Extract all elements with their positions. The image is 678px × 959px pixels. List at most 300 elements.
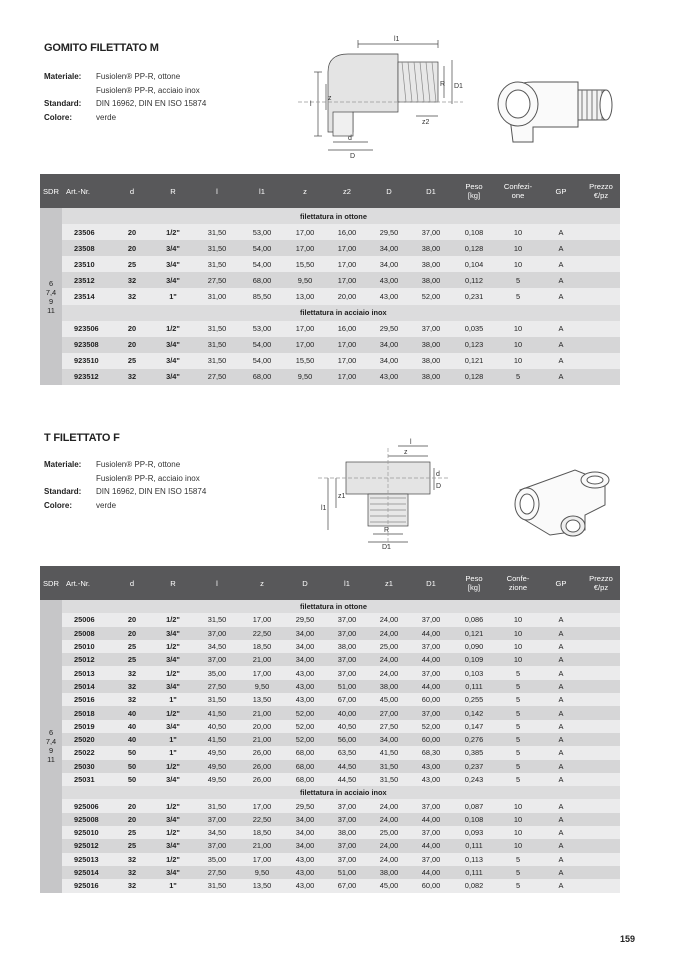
table-cell: 37,00 (326, 613, 368, 626)
table-row (40, 288, 620, 304)
table-cell: 34,00 (368, 337, 410, 353)
table-cell: 32 (112, 288, 152, 304)
column-header: R (152, 566, 194, 600)
table-cell: 9,50 (240, 680, 284, 693)
column-header: Confezi- one (496, 174, 540, 208)
dim-R-label: R (440, 81, 446, 88)
table-row (40, 256, 620, 272)
table-cell: 17,00 (240, 853, 284, 866)
table-cell: 31,50 (194, 799, 240, 812)
table-cell: 5 (496, 746, 540, 759)
table-cell: 31,50 (194, 240, 240, 256)
article-number-cell: 923508 (62, 337, 112, 353)
table-cell (582, 773, 620, 786)
column-header: l1 (240, 174, 284, 208)
table-cell: 5 (496, 272, 540, 288)
table-row (40, 321, 620, 337)
table-cell: 20,00 (240, 720, 284, 733)
table-cell: 41,50 (368, 746, 410, 759)
table-cell: 3/4" (152, 720, 194, 733)
table-cell: 0,128 (452, 240, 496, 256)
table-cell: 10 (496, 627, 540, 640)
table-cell: 3/4" (152, 240, 194, 256)
table-cell: 45,00 (368, 879, 410, 892)
column-header: Prezzo €/pz (582, 174, 620, 208)
table-cell: 29,50 (368, 224, 410, 240)
table-cell: 27,50 (368, 720, 410, 733)
property-line (44, 458, 206, 472)
table-cell (582, 693, 620, 706)
column-header: D1 (410, 566, 452, 600)
table-cell: 43,00 (368, 369, 410, 385)
table-cell: 31,00 (194, 288, 240, 304)
property-line (44, 70, 206, 84)
table-cell: A (540, 224, 582, 240)
article-number-cell: 25022 (62, 746, 112, 759)
column-header: d (112, 566, 152, 600)
table-cell: 38,00 (326, 826, 368, 839)
article-number-cell: 23512 (62, 272, 112, 288)
table-cell: 54,00 (240, 337, 284, 353)
column-header: z (284, 174, 326, 208)
table-cell: A (540, 773, 582, 786)
article-number-cell: 925010 (62, 826, 112, 839)
table-cell: 10 (496, 826, 540, 839)
table-cell: 34,00 (368, 240, 410, 256)
property-value: DIN 16962, DIN EN ISO 15874 (96, 487, 207, 496)
table-cell: 37,00 (326, 853, 368, 866)
table-cell: 17,00 (326, 337, 368, 353)
table-cell: 1/2" (152, 760, 194, 773)
table-cell: 0,086 (452, 613, 496, 626)
table-cell: 60,00 (410, 733, 452, 746)
table-cell: 44,50 (326, 760, 368, 773)
table-cell: 31,50 (194, 337, 240, 353)
table-cell: 44,50 (326, 773, 368, 786)
property-label: Colore: (44, 500, 72, 510)
table-cell: 0,090 (452, 640, 496, 653)
table-cell: 0,111 (452, 680, 496, 693)
group-label: filettatura in ottone (300, 211, 367, 221)
column-header: l (194, 174, 240, 208)
table-row (40, 799, 620, 812)
table-cell: 52,00 (284, 706, 326, 719)
property-value: Fusiolen® PP-R, acciaio inox (96, 473, 200, 483)
table-cell: 37,00 (410, 640, 452, 653)
group-label-cell (62, 786, 620, 799)
property-value: Fusiolen® PP-R, acciaio inox (96, 85, 200, 95)
table-cell: 10 (496, 337, 540, 353)
table-cell: A (540, 240, 582, 256)
property-label: Materiale: (44, 460, 82, 469)
property-line (44, 472, 206, 486)
sdr-value: 6 (48, 278, 54, 288)
dim-D-label: D (350, 153, 356, 160)
article-number-cell: 23506 (62, 224, 112, 240)
table-cell: 31,50 (194, 321, 240, 337)
table-cell: A (540, 666, 582, 679)
table-cell: 32 (112, 680, 152, 693)
table-cell: 34,00 (284, 640, 326, 653)
column-header: l1 (326, 566, 368, 600)
table-cell: 20 (112, 613, 152, 626)
article-number-cell: 25020 (62, 733, 112, 746)
table-cell (582, 839, 620, 852)
table-row (40, 640, 620, 653)
table-cell: 25 (112, 826, 152, 839)
table-cell (582, 353, 620, 369)
sdr-cell (40, 208, 62, 385)
table-cell: 15,50 (284, 353, 326, 369)
table-cell: 3/4" (152, 627, 194, 640)
table-cell: A (540, 337, 582, 353)
dim-d-label: d (348, 135, 352, 142)
table-cell: 20,00 (326, 288, 368, 304)
article-number-cell: 23510 (62, 256, 112, 272)
table-cell: 31,50 (194, 224, 240, 240)
table-cell: 13,50 (240, 693, 284, 706)
table-cell: 32 (112, 866, 152, 879)
table-cell: 0,035 (452, 321, 496, 337)
table-cell: 24,00 (368, 813, 410, 826)
table-cell: 24,00 (368, 853, 410, 866)
table-cell: 41,50 (194, 733, 240, 746)
column-header: D1 (410, 174, 452, 208)
column-header: z1 (368, 566, 410, 600)
table-cell: 24,00 (368, 666, 410, 679)
dim-D-label: D (436, 483, 442, 490)
table-cell: 3/4" (152, 256, 194, 272)
table-cell: 1" (152, 693, 194, 706)
article-number-cell: 923510 (62, 353, 112, 369)
article-number-cell: 23514 (62, 288, 112, 304)
table-cell: 34,00 (284, 653, 326, 666)
table-cell: 5 (496, 866, 540, 879)
table-cell: 37,00 (194, 627, 240, 640)
table-row (40, 826, 620, 839)
table-row (40, 613, 620, 626)
table-row (40, 693, 620, 706)
table-cell: A (540, 369, 582, 385)
table-cell: 5 (496, 853, 540, 866)
column-header: l (194, 566, 240, 600)
table-cell: 49,50 (194, 773, 240, 786)
article-number-cell: 25031 (62, 773, 112, 786)
table-cell (582, 613, 620, 626)
table-row (40, 369, 620, 385)
column-header: Art.-Nr. (62, 174, 112, 208)
table-cell: 10 (496, 224, 540, 240)
table-cell: 17,00 (284, 224, 326, 240)
table-cell: 20 (112, 799, 152, 812)
table-cell: 0,082 (452, 879, 496, 892)
table-row (40, 853, 620, 866)
table-cell: A (540, 653, 582, 666)
table-row (40, 627, 620, 640)
table-cell: 20 (112, 813, 152, 826)
table-cell: 9,50 (284, 369, 326, 385)
table-row (40, 706, 620, 719)
table-cell: 34,50 (194, 640, 240, 653)
table-cell: 27,50 (194, 680, 240, 693)
table-cell: 45,00 (368, 693, 410, 706)
table-cell: 24,00 (368, 627, 410, 640)
table-cell (582, 627, 620, 640)
table-cell: 41,50 (194, 706, 240, 719)
table-cell: 40,00 (326, 706, 368, 719)
table-cell: 37,00 (410, 613, 452, 626)
table-cell: 21,00 (240, 653, 284, 666)
table-cell: 31,50 (194, 879, 240, 892)
dim-d-label: d (436, 471, 440, 478)
table-cell: 17,00 (284, 337, 326, 353)
table-cell: 20 (112, 337, 152, 353)
table-cell: 38,00 (410, 337, 452, 353)
article-number-cell: 925008 (62, 813, 112, 826)
table-cell: 25 (112, 640, 152, 653)
table-cell: 3/4" (152, 337, 194, 353)
dim-l1-label: l1 (321, 505, 327, 512)
property-label: Standard: (44, 487, 82, 496)
sdr-value: 9 (48, 746, 54, 756)
table-cell: 43,00 (284, 680, 326, 693)
column-header: Prezzo €/pz (582, 566, 620, 600)
table-cell: 38,00 (410, 272, 452, 288)
table-cell: 17,00 (326, 353, 368, 369)
table-cell: 0,104 (452, 256, 496, 272)
table-cell (582, 653, 620, 666)
table-cell: A (540, 879, 582, 892)
table-cell: 0,121 (452, 627, 496, 640)
section1-spec-table (40, 174, 620, 385)
article-number-cell: 25008 (62, 627, 112, 640)
column-header: Confe- zione (496, 566, 540, 600)
table-row (40, 666, 620, 679)
table-cell: 37,00 (326, 627, 368, 640)
table-cell: 18,50 (240, 640, 284, 653)
article-number-cell: 25013 (62, 666, 112, 679)
table-cell: A (540, 746, 582, 759)
table-cell: 13,00 (284, 288, 326, 304)
section2-properties (44, 458, 206, 512)
column-header: Peso [kg] (452, 174, 496, 208)
table-cell: 51,00 (326, 866, 368, 879)
table-cell: 50 (112, 773, 152, 786)
table-cell: 0,255 (452, 693, 496, 706)
table-cell: 17,00 (326, 272, 368, 288)
table-cell: 38,00 (410, 256, 452, 272)
table-cell: 9,50 (240, 866, 284, 879)
table-cell: A (540, 706, 582, 719)
table-cell: 10 (496, 321, 540, 337)
article-number-cell: 925012 (62, 839, 112, 852)
table-cell: 29,50 (284, 613, 326, 626)
table-cell: 1/2" (152, 613, 194, 626)
column-header: D (368, 174, 410, 208)
table-cell: 9,50 (284, 272, 326, 288)
table-cell: 10 (496, 256, 540, 272)
table-cell: A (540, 288, 582, 304)
table-cell: 5 (496, 680, 540, 693)
tee-technical-drawing (318, 438, 458, 550)
table-cell: 5 (496, 720, 540, 733)
table-cell: 26,00 (240, 760, 284, 773)
dim-l1-label: l1 (394, 36, 400, 43)
table-cell (582, 826, 620, 839)
column-header: SDR (40, 566, 62, 600)
table-cell: 17,00 (240, 666, 284, 679)
column-header: Art.-Nr. (62, 566, 112, 600)
table-cell: 32 (112, 666, 152, 679)
table-cell: 44,00 (410, 627, 452, 640)
property-label: Colore: (44, 112, 72, 122)
table-row (40, 813, 620, 826)
table-cell (582, 760, 620, 773)
column-header: D (284, 566, 326, 600)
table-cell: 37,00 (326, 799, 368, 812)
table-cell: 1/2" (152, 640, 194, 653)
table-cell: 63,50 (326, 746, 368, 759)
table-cell: 17,00 (240, 799, 284, 812)
table-cell: 37,00 (410, 706, 452, 719)
table-cell: A (540, 272, 582, 288)
table-cell: 37,00 (410, 826, 452, 839)
table-cell: 0,121 (452, 353, 496, 369)
table-row (40, 653, 620, 666)
sdr-value: 11 (47, 305, 55, 315)
table-cell: 21,00 (240, 839, 284, 852)
article-number-cell: 923512 (62, 369, 112, 385)
dim-z-label: z (404, 449, 408, 456)
table-cell (582, 240, 620, 256)
table-row (40, 733, 620, 746)
table-cell: 35,00 (194, 853, 240, 866)
table-cell: 34,00 (368, 353, 410, 369)
table-cell: 53,00 (240, 321, 284, 337)
table-cell: 22,50 (240, 627, 284, 640)
table-cell: A (540, 256, 582, 272)
table-cell: 3/4" (152, 653, 194, 666)
article-number-cell: 25030 (62, 760, 112, 773)
table-cell: 1" (152, 746, 194, 759)
table-cell: 29,50 (368, 321, 410, 337)
table-row (40, 866, 620, 879)
table-cell: 22,50 (240, 813, 284, 826)
column-header: z (240, 566, 284, 600)
table-cell: 0,123 (452, 337, 496, 353)
table-cell: 3/4" (152, 680, 194, 693)
table-row (40, 746, 620, 759)
table-cell: 44,00 (410, 813, 452, 826)
table-cell: 37,00 (410, 666, 452, 679)
sdr-cell (40, 600, 62, 893)
table-cell (582, 799, 620, 812)
table-cell: 85,50 (240, 288, 284, 304)
section1-properties (44, 70, 206, 124)
table-row (40, 353, 620, 369)
table-cell: 31,50 (194, 353, 240, 369)
group-label-cell (62, 305, 620, 321)
table-cell: 3/4" (152, 813, 194, 826)
table-cell: 44,00 (410, 653, 452, 666)
property-line (44, 499, 206, 513)
table-cell (582, 853, 620, 866)
section1-title: GOMITO FILETTATO M (44, 42, 159, 54)
table-cell: 10 (496, 839, 540, 852)
article-number-cell: 25018 (62, 706, 112, 719)
table-cell: 67,00 (326, 879, 368, 892)
table-cell: 38,00 (368, 866, 410, 879)
table-cell: 3/4" (152, 369, 194, 385)
table-cell: 43,00 (284, 879, 326, 892)
section2-title: T FILETTATO F (44, 432, 120, 444)
table-cell: 24,00 (368, 653, 410, 666)
table-cell: 0,113 (452, 853, 496, 866)
table-cell: 49,50 (194, 760, 240, 773)
table-cell: 37,00 (410, 224, 452, 240)
table-row (40, 773, 620, 786)
table-cell: 17,00 (326, 369, 368, 385)
table-cell: 44,00 (410, 839, 452, 852)
table-cell: 0,111 (452, 839, 496, 852)
table-cell: 38,00 (368, 680, 410, 693)
group-label-cell (62, 208, 620, 224)
table-cell: 37,00 (410, 799, 452, 812)
table-group-row (40, 208, 620, 224)
table-cell: 17,00 (284, 321, 326, 337)
sdr-value: 11 (47, 755, 55, 765)
group-label: filettatura in acciaio inox (300, 308, 387, 318)
table-cell: 0,109 (452, 653, 496, 666)
table-cell: 25 (112, 653, 152, 666)
table-cell: 26,00 (240, 773, 284, 786)
table-cell: 16,00 (326, 321, 368, 337)
table-cell: 21,00 (240, 733, 284, 746)
table-cell: A (540, 640, 582, 653)
table-cell: 10 (496, 653, 540, 666)
dim-R-label: R (384, 527, 390, 534)
table-cell: 60,00 (410, 879, 452, 892)
elbow-product-illustration (488, 72, 623, 152)
table-cell (582, 288, 620, 304)
table-row (40, 720, 620, 733)
table-cell: A (540, 353, 582, 369)
table-cell: 38,00 (410, 353, 452, 369)
table-cell: 38,00 (410, 369, 452, 385)
table-cell (582, 369, 620, 385)
table-cell (582, 720, 620, 733)
table-cell: 24,00 (368, 799, 410, 812)
table-cell: 21,00 (240, 706, 284, 719)
table-cell: 43,00 (284, 666, 326, 679)
table-cell: 34,00 (284, 627, 326, 640)
table-cell: 5 (496, 706, 540, 719)
table-cell: 43,00 (368, 288, 410, 304)
table-cell: 40 (112, 720, 152, 733)
table-cell: 24,00 (368, 839, 410, 852)
sdr-value: 7,4 (45, 737, 57, 747)
table-cell: A (540, 866, 582, 879)
table-cell: 29,50 (284, 799, 326, 812)
table-cell: 37,00 (326, 839, 368, 852)
table-cell: 1/2" (152, 853, 194, 866)
table-cell: A (540, 799, 582, 812)
table-cell: 43,00 (284, 853, 326, 866)
table-cell: 25,00 (368, 640, 410, 653)
table-cell: 32 (112, 693, 152, 706)
sdr-value: 9 (48, 296, 54, 306)
table-cell: 43,00 (368, 272, 410, 288)
